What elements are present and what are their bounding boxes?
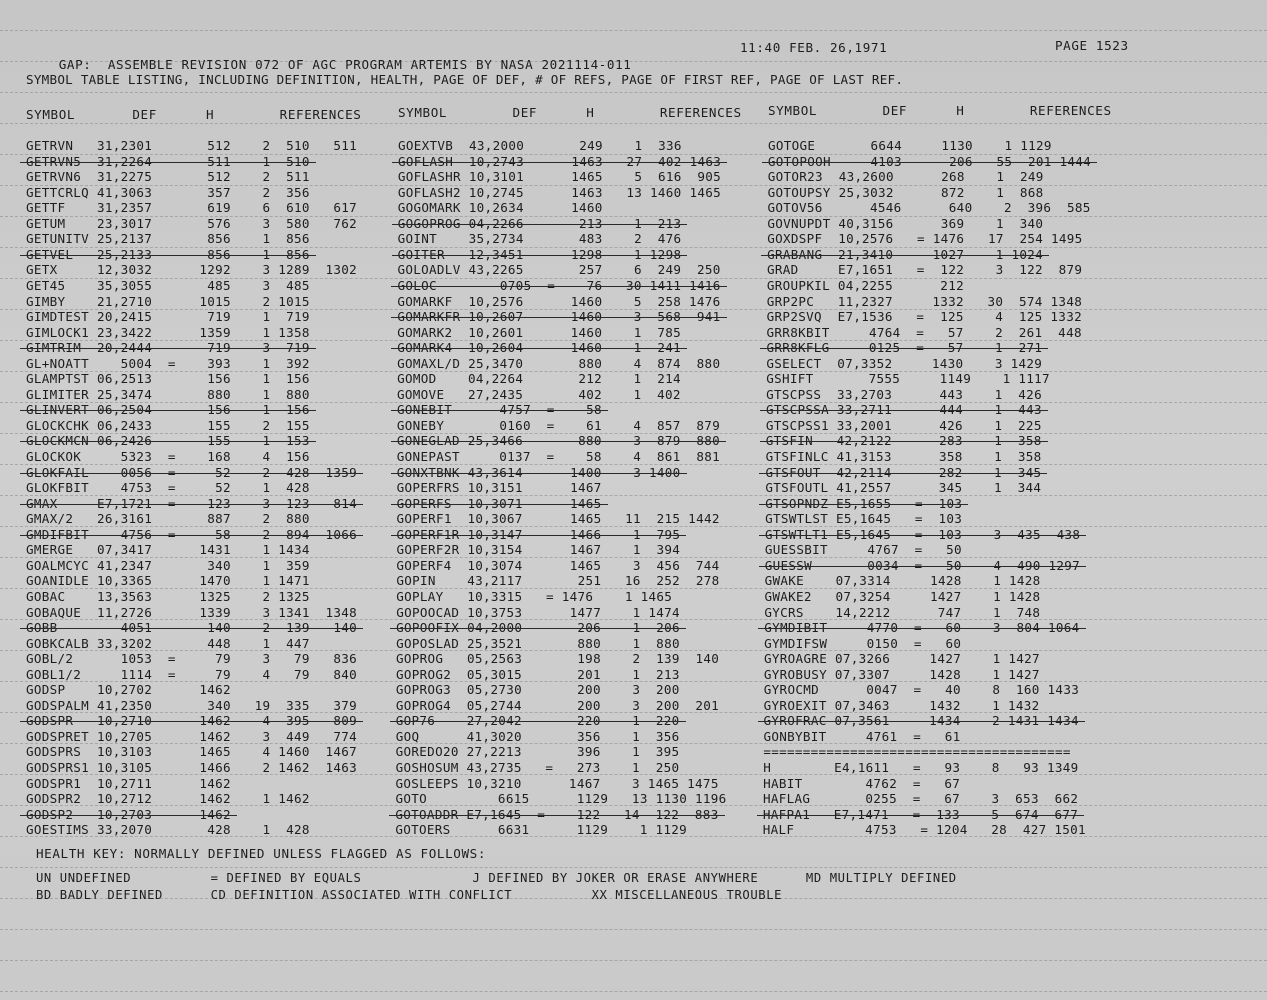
symbol-entry-col1: GOBAC 13,3563 1325 2 1325 [26,588,310,604]
symbol-entry-col3: GTSFOUT 42,2114 282 1 345 [765,464,1042,480]
symbol-entry-col1: GETRVN6 31,2275 512 2 511 [26,169,310,185]
table-row [0,154,1267,169]
symbol-entry-col1: GOANIDLE 10,3365 1470 1 1471 [26,573,310,589]
table-row [0,402,1267,417]
table-row [0,387,1267,402]
listing-subtitle: SYMBOL TABLE LISTING, INCLUDING DEFINITION, HEALTH, PAGE OF DEF, # OF REFS, PAGE OF FIRST REF, PAGE OF LAST REF. [26,72,904,87]
symbol-entry-col1: GOBAQUE 11,2726 1339 3 1341 1348 [26,604,358,620]
symbol-entry-col3: GRP2PC 11,2327 1332 30 574 1348 [766,293,1083,309]
symbol-entry-col3: GOXDSPF 10,2576 = 1476 17 254 1495 [767,231,1083,247]
table-row [0,371,1267,386]
symbol-entry-col3: GRR8KFLG 0125 = 57 1 271 [766,340,1043,356]
symbol-entry-col3: GYCRS 14,2212 747 1 748 [764,604,1041,620]
symbol-entry-col1: GOESTIMS 33,2070 428 1 428 [26,822,310,838]
symbol-entry-col1: GETRVN5 31,2264 511 1 510 [26,153,310,169]
paper-rule-line [0,30,1267,31]
symbol-entry-col2: GOPROG 05,2563 198 2 139 140 [396,651,720,667]
symbol-entry-col3: GTSFIN 42,2122 283 1 358 [765,433,1042,449]
symbol-entry-col1: GETTCRLQ 41,3063 357 2 356 [26,184,310,200]
table-row [0,231,1267,246]
symbol-entry-col1: GLOKFBIT 4753 = 52 1 428 [26,480,310,496]
symbol-entry-col2: GOSLEEPS 10,3210 1467 3 1465 1475 [395,775,719,791]
symbol-entry-col3: GWAKE2 07,3254 1427 1 1428 [764,588,1041,604]
table-row [0,496,1267,511]
symbol-entry-col3: GROUPKIL 04,2255 212 [766,277,964,293]
symbol-entry-col2: GOLOC 0705 = 76 30 1411 1416 [397,277,721,293]
symbol-entry-col1: GMERGE 07,3417 1431 1 1434 [26,542,310,558]
symbol-entry-col1: GET45 35,3055 485 3 485 [26,277,310,293]
symbol-entry-col1: GLOCKOK 5323 = 168 4 156 [26,449,310,464]
symbol-entry-col2: GOMARKFR 10,2607 1460 3 568 941 [397,309,721,325]
symbol-entry-col1: GOALMCYC 41,2347 340 1 359 [26,557,310,573]
symbol-entry-col1: GOBB 4051 140 2 139 140 [26,620,358,636]
table-row [0,449,1267,464]
table-row [0,278,1267,293]
symbol-entry-col1: GODSPRS 10,3103 1465 4 1460 1467 [26,744,358,760]
symbol-entry-col1: GLOKFAIL 0056 = 52 2 428 1359 [26,464,358,480]
symbol-entry-col1: GOBL1/2 1114 = 79 4 79 840 [26,666,358,682]
table-row [0,589,1267,604]
health-key-line-1: UN UNDEFINED = DEFINED BY EQUALS J DEFINED BY JOKER OR ERASE ANYWHERE MD MULTIPLY DEFINED [36,871,957,885]
symbol-entry-col3: GTSCPSS 33,2703 443 1 426 [766,386,1042,402]
symbol-entry-col3: GOTOR23 43,2600 268 1 249 [767,169,1044,185]
symbol-entry-col3: GTSCPSSA 33,2711 444 1 443 [765,402,1042,418]
table-row [0,309,1267,324]
table-row [0,573,1267,588]
symbol-entry-col2: GOQ 41,3020 356 1 356 [395,728,680,744]
symbol-entry-col2: GOINT 35,2734 483 2 476 [397,231,682,247]
symbol-entry-col1: GIMDTEST 20,2415 719 1 719 [26,309,310,325]
symbol-entry-col2: GOP76 27,2042 220 1 220 [395,713,680,729]
symbol-entry-col1: GODSPR 10,2710 1462 4 395 809 [26,713,358,729]
symbol-entry-col3: GOTOPOOH 4103 206 55 201 1444 [767,153,1092,169]
symbol-entry-col2: GOEXTVB 43,2000 249 1 336 [398,138,682,153]
symbol-entry-col1: GODSPALM 41,2350 340 19 335 379 [26,697,358,713]
symbol-entry-col1: GIMLOCK1 23,3422 1359 1 1358 [26,324,310,340]
table-row [0,729,1267,744]
symbol-entry-col2: GOMOD 04,2264 212 1 214 [397,371,681,387]
symbol-entry-col2: GOPOSLAD 25,3521 880 1 880 [396,635,680,651]
symbol-entry-col3: GOTOV56 4546 640 2 396 585 [767,200,1091,216]
symbol-entry-col2: GOPERF2R 10,3154 1467 1 394 [396,542,681,558]
symbol-entry-col1: GLIMITER 25,3474 880 1 880 [26,386,310,402]
symbol-entry-col2: GOPERFS 10,3071 1465 [396,495,602,511]
symbol-entry-col3: GONBYBIT 4761 = 61 [763,728,961,744]
paper-rule-line [0,960,1267,961]
symbol-entry-col2: GOPROG2 05,3015 201 1 213 [395,666,680,682]
health-key-line-2: BD BADLY DEFINED CD DEFINITION ASSOCIATED WITH CONFLICT XX MISCELLANEOUS TROUBLE [36,888,783,902]
symbol-entry-col1: GODSPR2 10,2712 1462 1 1462 [26,791,310,807]
paper-rule-line [0,92,1267,93]
symbol-entry-col3: GUESSW 0034 = 50 4 490 1297 [764,557,1081,573]
table-row [0,682,1267,697]
table-row [0,605,1267,620]
symbol-entry-col2: GOGOPROG 04,2266 213 1 213 [397,215,682,231]
table-row [0,200,1267,215]
symbol-entry-col1: GOBL/2 1053 = 79 3 79 836 [26,651,358,667]
symbol-entry-col3: HAFPA1 E7,1471 = 133 5 674 677 [762,806,1079,822]
symbol-entry-col2: GOPIN 43,2117 251 16 252 278 [396,573,720,589]
paper-rule-line [0,929,1267,930]
table-row [0,807,1267,822]
symbol-entry-col2: GOPERF4 10,3074 1465 3 456 744 [396,557,720,573]
symbol-entry-col2: GOFLASH2 10,2745 1463 13 1460 1465 [397,184,721,200]
symbol-entry-col3: GYROAGRE 07,3266 1427 1 1427 [764,651,1040,667]
table-row [0,325,1267,340]
symbol-entry-col1: GLOCKMCN 06,2426 155 1 153 [26,433,310,449]
table-row [0,744,1267,759]
symbol-entry-col1: GMAX E7,1721 = 123 3 123 814 [26,495,358,511]
table-row [0,760,1267,775]
paper-rule-line [0,123,1267,124]
table-row [0,527,1267,542]
table-row [0,667,1267,682]
symbol-entry-col2: GOTOERS 6631 1129 1 1129 [395,822,687,838]
symbol-entry-col2: GOPERFRS 10,3151 1467 [396,480,602,496]
symbol-entry-col2: GONXTBNK 43,3614 1400 3 1400 [396,464,681,480]
symbol-entry-col2: GOTO 6615 1129 13 1130 1196 [395,791,727,807]
symbol-entry-col3: GRP2SVQ E7,1536 = 125 4 125 1332 [766,309,1082,325]
symbol-entry-col2: GOGOMARK 10,2634 1460 [397,200,603,216]
symbol-entry-col3: GYMDIBIT 4770 = 60 3 804 1064 [764,620,1080,636]
symbol-entry-col3: GWAKE 07,3314 1428 1 1428 [764,573,1041,589]
symbol-entry-col3: GYMDIFSW 0150 = 60 [764,635,962,651]
table-row [0,651,1267,666]
symbol-entry-col2: GOFLASHR 10,3101 1465 5 616 905 [397,169,722,185]
table-row [0,713,1267,728]
column-header-3: SYMBOL DEF H REFERENCES [768,103,1112,118]
symbol-entry-col2: GOPERF1 10,3067 1465 11 215 1442 [396,511,720,527]
symbol-entry-col2: GOMAXL/D 25,3470 880 4 874 880 [397,355,721,371]
symbol-entry-col3: GYROBUSY 07,3307 1428 1 1427 [763,666,1040,682]
symbol-entry-col1: GL+NOATT 5004 = 393 1 392 [26,355,310,371]
symbol-entry-col2: GOMOVE 27,2435 402 1 402 [397,386,681,402]
symbol-entry-col2: GOMARK4 10,2604 1460 1 241 [397,340,681,356]
symbol-entry-col1: GODSP 10,2702 1462 [26,682,231,698]
table-row [0,620,1267,635]
table-row [0,465,1267,480]
paper-rule-line [0,991,1267,992]
table-row [0,776,1267,791]
symbol-entry-col2: GONEBY 0160 = 61 4 857 879 [396,417,721,433]
symbol-entry-col1: GETUM 23,3017 576 3 580 762 [26,215,358,231]
symbol-entry-col1: GETUNITV 25,2137 856 1 856 [26,231,310,247]
symbol-entry-col2: GOPROG4 05,2744 200 3 200 201 [395,697,719,713]
symbol-entry-col1: GETTF 31,2357 619 6 610 617 [26,200,358,216]
symbol-entry-col3: GYROFRAC 07,3561 1434 2 1431 1434 [763,713,1079,729]
symbol-entry-col2: GONEPAST 0137 = 58 4 861 881 [396,449,720,464]
table-row [0,698,1267,713]
table-row [0,356,1267,371]
symbol-entry-col3: GRR8KBIT 4764 = 57 2 261 448 [766,324,1082,340]
symbol-entry-col3: GOTOGE 6644 1130 1 1129 [768,138,1052,153]
table-row [0,138,1267,153]
symbol-entry-col1: GODSPRET 10,2705 1462 3 449 774 [26,728,358,744]
symbol-entry-col3: GOTOUPSY 25,3032 872 1 868 [767,184,1044,200]
symbol-entry-col1: GLOCKCHK 06,2433 155 2 155 [26,417,310,433]
table-row [0,169,1267,184]
symbol-entry-col3: GSHIFT 7555 1149 1 1117 [766,371,1050,387]
symbol-entry-col3: GOVNUPDT 40,3156 369 1 340 [767,215,1044,231]
symbol-entry-col2: GOPLAY 10,3315 = 1476 1 1465 [396,588,673,604]
symbol-entry-col3: HABIT 4762 = 67 [763,775,961,791]
symbol-entry-col3: GTSWTLT1 E5,1645 = 103 3 435 438 [765,526,1081,542]
table-row [0,636,1267,651]
health-key-title: HEALTH KEY: NORMALLY DEFINED UNLESS FLAGGED AS FOLLOWS: [36,846,487,861]
table-row [0,480,1267,495]
paper-rule-line [0,867,1267,868]
symbol-entry-col2: GONEBIT 4757 = 58 [396,402,602,418]
column-header-1: SYMBOL DEF H REFERENCES [26,107,362,122]
table-row [0,340,1267,355]
symbol-entry-col1: GODSPR1 10,2711 1462 [26,775,231,791]
header-page-number: PAGE 1523 [1055,38,1129,53]
symbol-entry-col2: GOPROG3 05,2730 200 3 200 [395,682,680,698]
symbol-entry-col3: GTSCPSS1 33,2001 426 1 225 [765,417,1042,433]
symbol-entry-col3: GTSOPNDZ E5,1655 = 103 [765,495,963,511]
symbol-entry-col3: H E4,1611 = 93 8 93 1349 [763,760,1079,775]
symbol-entry-col1: GODSPRS1 10,3105 1466 2 1462 1463 [26,760,358,775]
symbol-entry-col3: GRAD E7,1651 = 122 3 122 879 [767,262,1083,278]
symbol-entry-col3: GYROEXIT 07,3463 1432 1 1432 [763,697,1040,713]
symbol-entry-col3: HAFLAG 0255 = 67 3 653 662 [762,791,1079,807]
table-row [0,433,1267,448]
symbol-entry-col1: GETVEL 25,2133 856 1 856 [26,246,310,262]
symbol-entry-col2: GOPOOCAD 10,3753 1477 1 1474 [396,604,680,620]
symbol-entry-col2: GOSHOSUM 43,2735 = 273 1 250 [395,760,680,775]
symbol-entry-col3: GYROCMD 0047 = 40 8 160 1433 [763,682,1080,698]
symbol-entry-col2: GOMARK2 10,2601 1460 1 785 [397,324,682,340]
header-time: 11:40 FEB. 26,1971 [740,40,888,55]
header-title: GAP: ASSEMBLE REVISION 072 OF AGC PROGRAM ARTEMIS BY NASA 2021114-011 [58,57,632,72]
symbol-entry-col1: GODSP2 10,2703 1462 [26,806,231,822]
table-row [0,294,1267,309]
table-row [0,262,1267,277]
symbol-entry-col1: GETRVN 31,2301 512 2 510 511 [26,138,358,153]
symbol-entry-col1: GLAMPTST 06,2513 156 1 156 [26,371,310,387]
symbol-entry-col1: GMDIFBIT 4756 = 58 2 894 1066 [26,526,358,542]
column-header-2: SYMBOL DEF H REFERENCES [398,105,742,120]
table-row [0,791,1267,806]
symbol-entry-col3: GTSWTLST E5,1645 = 103 [765,511,963,527]
table-row [0,511,1267,526]
symbol-entry-col3: ======================================= [763,744,1071,760]
symbol-entry-col1: GOBKCALB 33,3202 448 1 447 [26,635,310,651]
symbol-entry-col2: GOLOADLV 43,2265 257 6 249 250 [397,262,721,278]
table-row [0,247,1267,262]
symbol-entry-col1: GIMTRIM 20,2444 719 3 719 [26,340,310,356]
symbol-entry-col1: GETX 12,3032 1292 3 1289 1302 [26,262,358,278]
table-row [0,822,1267,837]
symbol-entry-col1: GLINVERT 06,2504 156 1 156 [26,402,310,418]
symbol-entry-col2: GOFLASH 10,2743 1463 27 402 1463 [397,153,722,169]
symbol-entry-col3: HALF 4753 = 1204 28 427 1501 [762,822,1086,838]
table-row [0,542,1267,557]
table-row [0,418,1267,433]
table-row [0,558,1267,573]
symbol-entry-col1: GIMBY 21,2710 1015 2 1015 [26,293,310,309]
symbol-entry-col2: GOMARKF 10,2576 1460 5 258 1476 [397,293,721,309]
table-row [0,216,1267,231]
symbol-entry-col2: GOREDO20 27,2213 396 1 395 [395,744,680,760]
symbol-entry-col3: GTSFINLC 41,3153 358 1 358 [765,449,1042,464]
symbol-entry-col3: GRABANG 21,3410 1027 1 1024 [767,246,1044,262]
symbol-entry-col2: GOPERF1R 10,3147 1466 1 795 [396,526,681,542]
symbol-entry-col2: GOTOADDR E7,1645 = 122 14 122 883 [395,806,719,822]
symbol-entry-col2: GONEGLAD 25,3466 880 3 879 880 [396,433,721,449]
symbol-entry-col3: GSELECT 07,3352 1430 3 1429 [766,355,1043,371]
symbol-entry-col1: GMAX/2 26,3161 887 2 880 [26,511,310,527]
symbol-entry-col3: GTSFOUTL 41,2557 345 1 344 [765,480,1042,496]
symbol-entry-col3: GUESSBIT 4767 = 50 [764,542,962,558]
symbol-entry-col2: GOITER 12,3451 1298 1 1298 [397,246,682,262]
table-row [0,185,1267,200]
symbol-entry-col2: GOPOOFIX 04,2000 206 1 206 [396,620,680,636]
